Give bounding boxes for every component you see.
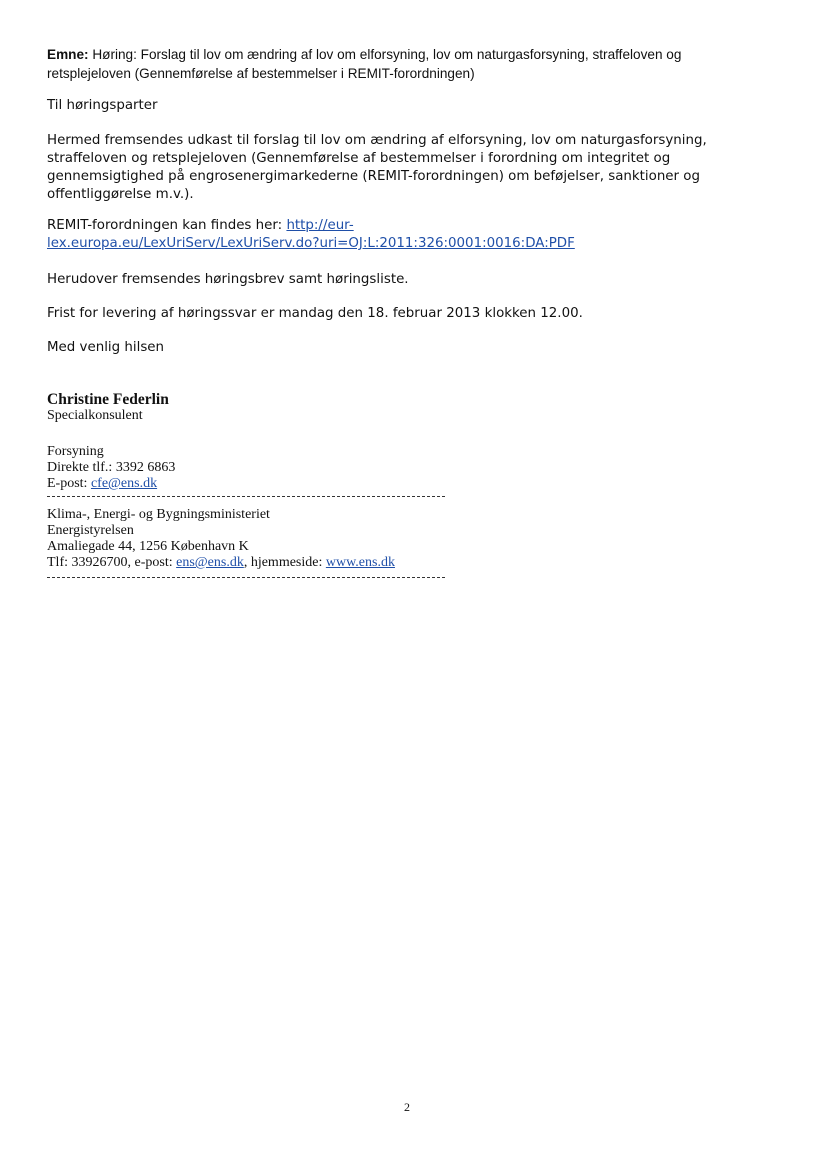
website-link[interactable]: www.ens.dk [325, 555, 395, 570]
address: Amaliegade 44, 1256 København K [47, 539, 249, 554]
org-email-link[interactable]: ens@ens.dk [176, 555, 244, 570]
email-label: E-post: [47, 476, 88, 491]
remit-link-part1: http://eur- [286, 218, 354, 233]
contact-details [47, 444, 467, 492]
body-paragraph-attachments: Herudover fremsendes høringsbrev samt høringsliste. [47, 272, 409, 287]
direct-phone-line [47, 460, 467, 476]
org-contact-line [47, 555, 467, 571]
direct-phone-label: Direkte tlf.: [47, 460, 113, 475]
organization-details [47, 507, 467, 571]
remit-reference [47, 217, 767, 253]
body-paragraph-intro: Hermed fremsendes udkast til forslag til lov om ændring af elforsyning, lov om naturgasforsyning, straffeloven og retsplejeloven (Gennemførelse af bestemmelser i forordning om integritet og gennemsigtighed på engrosenergimarkederne (REMIT-forordningen) om beføjelser, sanktioner og offentliggørelse m.v.). [47, 133, 707, 202]
subject-text: Høring: Forslag til lov om ændring af lov om elforsyning, lov om naturgasforsyning, straffeloven og retsplejeloven (Gennemførelse af bestemmelser i REMIT-forordningen) [47, 47, 682, 81]
signature [47, 391, 467, 424]
signature-name: Christine Federlin [47, 391, 169, 408]
remit-text: REMIT-forordningen kan findes her: [47, 218, 287, 233]
direct-phone: 3392 6863 [115, 460, 176, 475]
divider [47, 577, 445, 578]
page-number: 2 [404, 1100, 410, 1114]
greeting: Til høringsparter [47, 98, 158, 113]
remit-link-part2: lex.europa.eu/LexUriServ/LexUriServ.do?uri=OJ:L:2011:326:0001:0016:DA:PDF [47, 236, 575, 251]
ministry: Klima-, Energi- og Bygningsministeriet [47, 507, 270, 522]
department: Forsyning [47, 444, 104, 459]
email-subject [47, 45, 747, 83]
signature-title: Specialkonsulent [47, 408, 143, 423]
subject-label: Emne: [47, 47, 89, 62]
divider [47, 496, 445, 497]
org-phone-label: Tlf: 33926700, e-post: [47, 555, 173, 570]
closing: Med venlig hilsen [47, 340, 165, 355]
email-line [47, 476, 467, 492]
website-label: , hjemmeside: [243, 555, 323, 570]
email-link[interactable]: cfe@ens.dk [90, 476, 158, 491]
body-paragraph-deadline: Frist for levering af høringssvar er mandag den 18. februar 2013 klokken 12.00. [47, 306, 583, 321]
agency: Energistyrelsen [47, 523, 134, 538]
